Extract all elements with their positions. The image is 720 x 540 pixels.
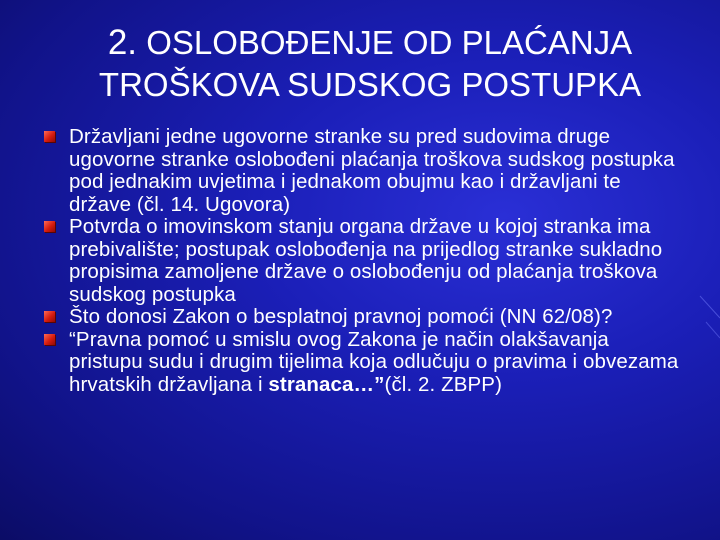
title-line-1 (40, 22, 700, 64)
bullet-item (44, 306, 684, 329)
title-line-1-text: OSLOBOĐENJE OD PLAĆANJA (146, 24, 633, 61)
bullet-text: Potvrda o imovinskom stanju organa države u kojoj stranka ima prebivalište; postupak oslobođenja na prijedlog stranke sukladno propisima zamoljene države o oslobođenju od plaćanja troškova sudskog postupka (69, 215, 663, 306)
title-number: 2. (107, 23, 138, 62)
bullet-item (44, 216, 684, 306)
bullet-square-icon (44, 334, 55, 345)
bullet-item (44, 329, 684, 397)
slide-title (40, 22, 700, 106)
bullet-square-icon (44, 221, 55, 232)
bullet-item (44, 126, 684, 216)
bullet-text-bold: stranaca…” (268, 372, 385, 396)
bullet-text: Što donosi Zakon o besplatnoj pravnoj pomoći (NN 62/08)? (69, 305, 613, 328)
bullet-square-icon (44, 311, 55, 322)
bullet-text: “Pravna pomoć u smislu ovog Zakona je način olakšavanja pristupu sudu i drugim tijelima koja odlučuju o pravima i obvezama hrvatskih državljana i (69, 327, 679, 396)
bullet-square-icon (44, 131, 55, 142)
bullet-list (44, 126, 684, 396)
bullet-text-citation: (čl. 2. ZBPP) (384, 372, 502, 396)
title-line-2: TROŠKOVA SUDSKOG POSTUPKA (98, 66, 642, 103)
bullet-text: Državljani jedne ugovorne stranke su pred sudovima druge ugovorne stranke oslobođeni plaćanja troškova sudskog postupka pod jednakim uvjetima i jednakom obujmu kao i državljani te države (čl. 14. Ugovora) (69, 125, 675, 216)
